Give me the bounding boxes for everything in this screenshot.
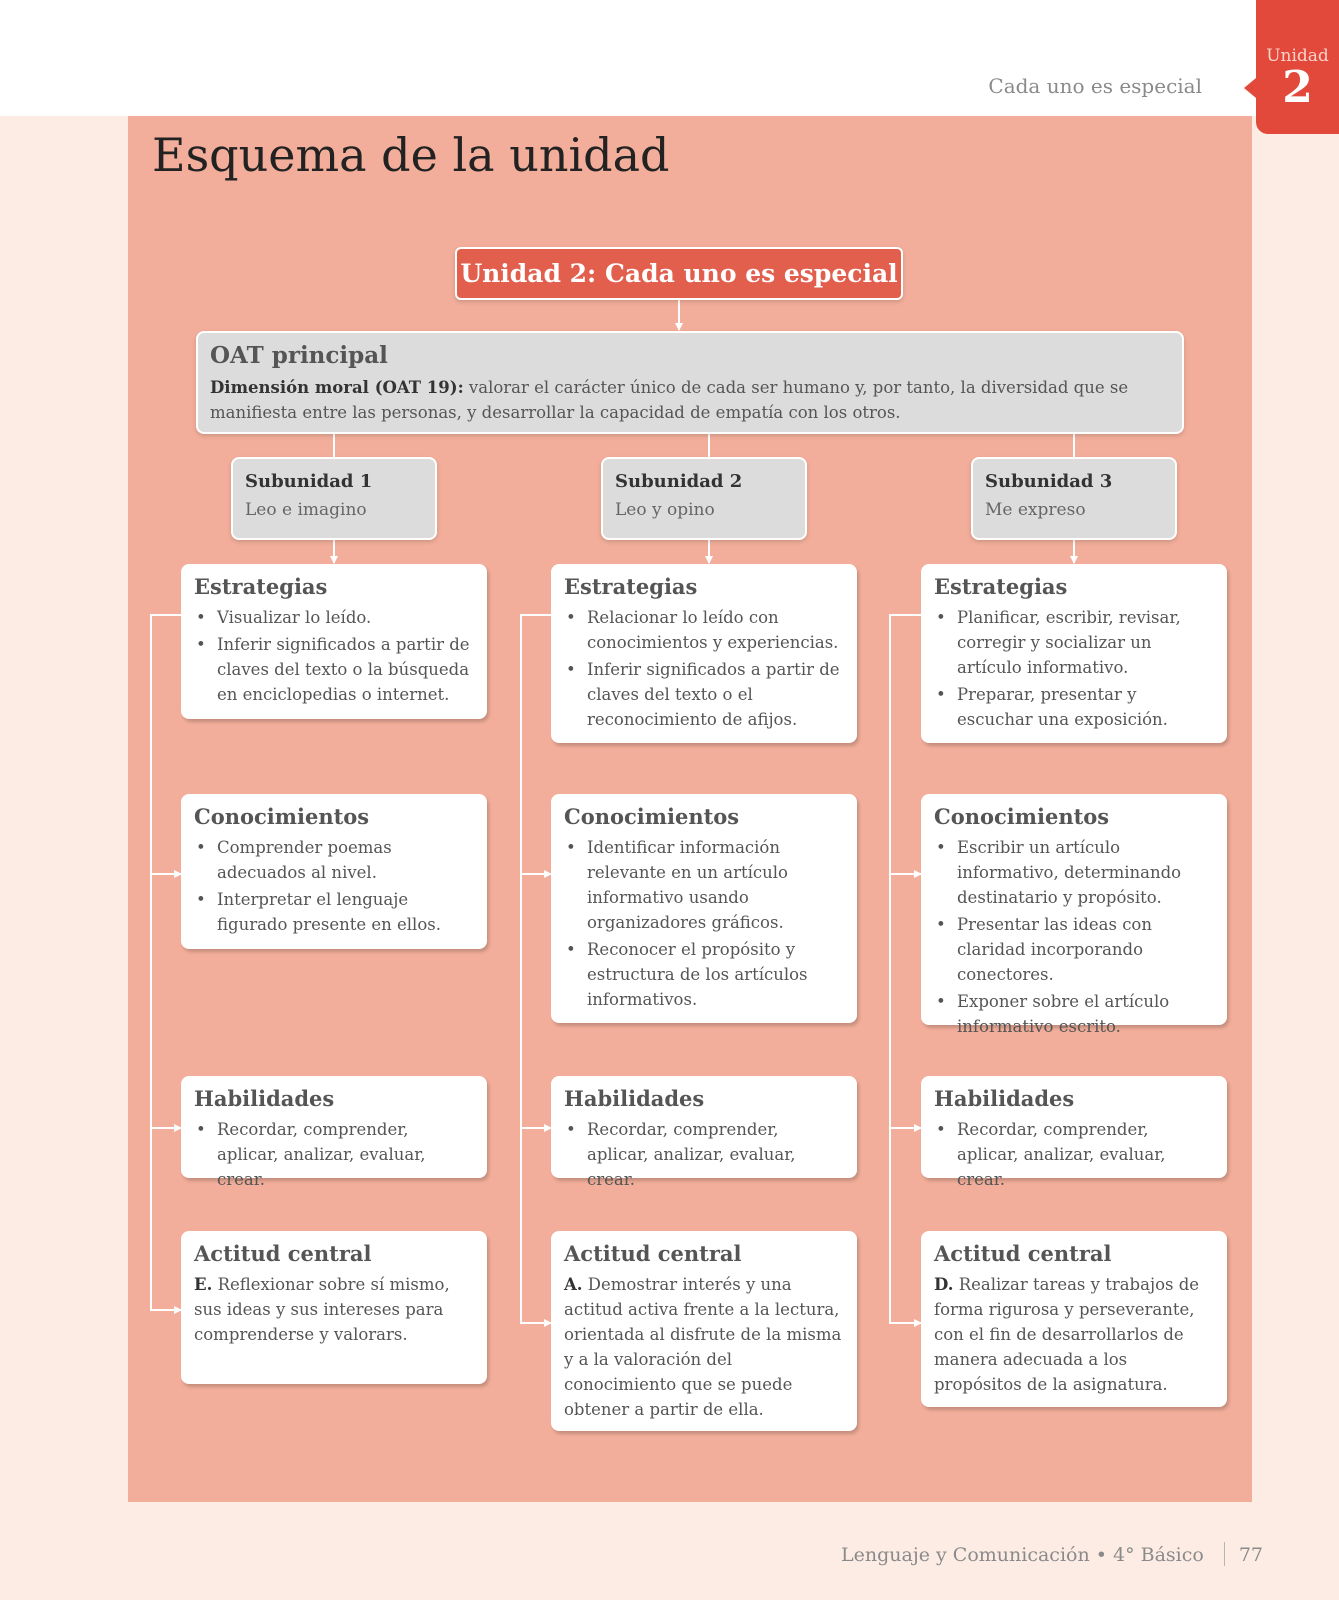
list-item: • Presentar las ideas con claridad incorporando conectores. <box>934 912 1215 987</box>
page-title: Esquema de la unidad <box>152 128 670 182</box>
list-item: • Relacionar lo leído con conocimientos y experiencias. <box>564 605 845 655</box>
conocimientos-card-3 <box>921 794 1227 1036</box>
actitud-letter: D. <box>934 1275 954 1294</box>
habilidades-card-3 <box>921 1076 1227 1189</box>
card-title: Estrategias <box>934 574 1068 599</box>
list-item: • Recordar, comprender, aplicar, analizar, evaluar, crear. <box>194 1117 475 1192</box>
card-title: Actitud central <box>934 1241 1112 1266</box>
estrategias-card-3 <box>921 564 1227 743</box>
oat-title: OAT principal <box>210 342 388 369</box>
subunit-name: Leo y opino <box>615 500 715 520</box>
actitud-text <box>194 1272 475 1347</box>
actitud-text <box>564 1272 845 1422</box>
page-footer <box>841 1542 1263 1566</box>
actitud-letter: A. <box>564 1275 583 1294</box>
card-title: Actitud central <box>564 1241 742 1266</box>
oat-text <box>210 375 1170 425</box>
card-title: Conocimientos <box>934 804 1110 829</box>
unit-badge-label: Unidad <box>1266 46 1329 66</box>
actitud-description: Reflexionar sobre sí mismo, sus ideas y sus intereses para comprenderse y valorars. <box>194 1275 450 1344</box>
list-item: • Inferir significados a partir de claves del texto o el reconocimiento de afijos. <box>564 657 845 732</box>
card-title: Habilidades <box>934 1086 1075 1111</box>
subunit-name: Me expreso <box>985 500 1086 520</box>
page-number: 77 <box>1238 1544 1263 1566</box>
habilidades-card-1 <box>181 1076 487 1189</box>
list-item: • Identificar información relevante en un artículo informativo usando organizadores gráficos. <box>564 835 845 935</box>
footer-divider <box>1224 1542 1225 1566</box>
actitud-description: Realizar tareas y trabajos de forma rigurosa y perseverante, con el fin de desarrollarlos de manera adecuada a los propósitos de la asignatura. <box>934 1275 1200 1394</box>
conocimientos-card-1 <box>181 794 487 949</box>
subunit-title: Subunidad 1 <box>245 471 373 492</box>
oat-description: valorar el carácter único de cada ser humano y, por tanto, la diversidad que se manifiesta entre las personas, y desarrollar la capacidad de empatía con los otros. <box>210 378 1129 422</box>
top-band <box>0 0 1339 116</box>
card-title: Habilidades <box>194 1086 335 1111</box>
conocimientos-card-2 <box>551 794 857 1023</box>
list-item: • Interpretar el lenguaje figurado presente en ellos. <box>194 887 475 937</box>
actitud-letter: E. <box>194 1275 213 1294</box>
subunit-title: Subunidad 3 <box>985 471 1113 492</box>
habilidades-card-2 <box>551 1076 857 1189</box>
actitud-card-3 <box>921 1231 1227 1407</box>
list-item: • Visualizar lo leído. <box>194 605 475 630</box>
card-title: Conocimientos <box>564 804 740 829</box>
card-title: Estrategias <box>564 574 698 599</box>
unit-main-box: Unidad 2: Cada uno es especial <box>455 247 903 300</box>
list-item: • Exponer sobre el artículo informativo escrito. <box>934 989 1215 1039</box>
card-title: Estrategias <box>194 574 328 599</box>
footer-subject: Lenguaje y Comunicación • 4° Básico <box>841 1544 1204 1566</box>
list-item: • Inferir significados a partir de claves del texto o la búsqueda en enciclopedias o internet. <box>194 632 475 707</box>
subunit-1-box <box>231 457 437 540</box>
actitud-card-2 <box>551 1231 857 1431</box>
subunit-3-box <box>971 457 1177 540</box>
unit-badge <box>1256 0 1339 134</box>
oat-dimension: Dimensión moral (OAT 19): <box>210 378 464 397</box>
estrategias-card-1 <box>181 564 487 719</box>
subunit-2-box <box>601 457 807 540</box>
unit-badge-number: 2 <box>1282 62 1313 113</box>
subunit-title: Subunidad 2 <box>615 471 743 492</box>
actitud-card-1 <box>181 1231 487 1384</box>
card-title: Conocimientos <box>194 804 370 829</box>
card-title: Habilidades <box>564 1086 705 1111</box>
card-title: Actitud central <box>194 1241 372 1266</box>
estrategias-card-2 <box>551 564 857 743</box>
list-item: • Escribir un artículo informativo, determinando destinatario y propósito. <box>934 835 1215 910</box>
actitud-description: Demostrar interés y una actitud activa frente a la lectura, orientada al disfrute de la misma y a la valoración del conocimiento que se puede obtener a partir de ella. <box>564 1275 842 1419</box>
list-item: • Preparar, presentar y escuchar una exposición. <box>934 682 1215 732</box>
list-item: • Comprender poemas adecuados al nivel. <box>194 835 475 885</box>
oat-box <box>196 331 1184 434</box>
subunit-name: Leo e imagino <box>245 500 367 520</box>
list-item: • Recordar, comprender, aplicar, analizar, evaluar, crear. <box>564 1117 845 1192</box>
header-unit-title: Cada uno es especial <box>988 74 1202 98</box>
list-item: • Planificar, escribir, revisar, corregir y socializar un artículo informativo. <box>934 605 1215 680</box>
actitud-text <box>934 1272 1215 1397</box>
list-item: • Reconocer el propósito y estructura de los artículos informativos. <box>564 937 845 1012</box>
list-item: • Recordar, comprender, aplicar, analizar, evaluar, crear. <box>934 1117 1215 1192</box>
